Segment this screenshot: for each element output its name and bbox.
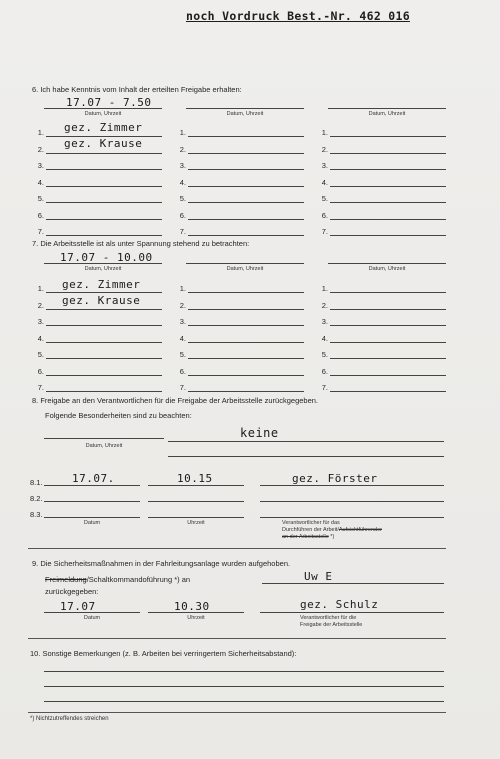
sec6-row-number: 2.	[37, 144, 44, 154]
sec8-resp-struck-a: Aufsichtführender	[338, 527, 382, 533]
sec8-r2-sign-line	[260, 501, 444, 502]
sec6-signature-line	[46, 169, 162, 170]
sec6-signature-line	[188, 235, 304, 236]
sec6-signature-line	[46, 153, 162, 154]
sec8-date: 17.07.	[72, 472, 115, 485]
sec7-signature-line	[188, 309, 304, 310]
sec6-signature-line	[330, 186, 446, 187]
sec7-row-number: 2.	[37, 300, 44, 310]
sec7-signature-line	[330, 358, 446, 359]
sec8-time: 10.15	[177, 472, 213, 485]
sec7-signature-line	[330, 391, 446, 392]
form-title: noch Vordruck Best.-Nr. 462 016	[186, 9, 410, 23]
sec7-signature-line	[330, 375, 446, 376]
sec8-r3-date-line	[44, 517, 140, 518]
sec9-time-line	[148, 612, 244, 613]
sec8-subheading: Folgende Besonderheiten sind zu beachten:	[45, 411, 192, 420]
sec6-signature-line	[188, 202, 304, 203]
sec6-row-number: 1.	[37, 128, 44, 137]
sec7-row-number: 7.	[321, 383, 328, 392]
sec7-row-number: 6.	[321, 366, 328, 376]
sec7-row-number: 5.	[37, 350, 44, 359]
sec6-row-number: 4.	[37, 177, 44, 187]
sec6-row-number: 5.	[37, 194, 44, 203]
sec6-datetime-line	[44, 108, 162, 109]
sec6-row-number: 6.	[37, 210, 44, 220]
sec7-row-number: 3.	[37, 317, 44, 326]
sec6-datetime: 17.07 - 7.50	[66, 96, 152, 109]
sec7-caption-left: Datum, Uhrzeit	[84, 266, 122, 272]
sec6-signature-line	[330, 202, 446, 203]
sec7-signature-line	[46, 309, 162, 310]
sec9-sign-line	[260, 612, 444, 613]
sec7-signature-line	[188, 342, 304, 343]
sec6-row-number: 5.	[179, 194, 186, 203]
sec8-date-line	[44, 438, 164, 439]
divider-8-9	[28, 548, 446, 549]
sec7-signature-line	[46, 325, 162, 326]
sec7-signature-line	[188, 391, 304, 392]
sec9-resp-line-1: Verantwortlicher für die	[300, 615, 357, 621]
sec6-row-number: 1.	[321, 128, 328, 137]
sec8-r3-time-line	[148, 517, 244, 518]
sec6-row-number: 7.	[179, 227, 186, 236]
sec6-signature-line	[46, 219, 162, 220]
sec6-signature-line	[188, 136, 304, 137]
sec8-r1-time-line	[148, 485, 244, 486]
sec7-row-number: 2.	[321, 300, 328, 310]
sec7-datetime-line-right	[328, 263, 446, 264]
sec6-row-number: 4.	[179, 177, 186, 187]
sec9-resp-line-2: Freigabe der Arbeitsstelle	[300, 622, 363, 628]
sec8-r1-sign-line	[260, 485, 444, 486]
sec6-signature-line	[46, 186, 162, 187]
sec7-row-number: 4.	[179, 333, 186, 343]
sec7-signature-1: gez. Zimmer	[62, 278, 141, 291]
sec7-heading: 7. Die Arbeitsstelle ist als unter Spannung stehend zu betrachten:	[32, 239, 250, 248]
sec6-row-number: 2.	[321, 144, 328, 154]
sec7-row-number: 5.	[321, 350, 328, 359]
sec9-line-3: zurückgegeben:	[45, 587, 99, 596]
sec8-r1-date-line	[44, 485, 140, 486]
sec7-row-number: 3.	[179, 317, 186, 326]
sec8-caption-date: Datum, Uhrzeit	[85, 443, 123, 449]
sec7-signature-line	[46, 358, 162, 359]
sec7-row-number: 6.	[179, 366, 186, 376]
sec6-signature-line	[46, 235, 162, 236]
sec9-date: 17.07	[60, 600, 96, 613]
sec8-r2-time-line	[148, 501, 244, 502]
divider-9-10	[28, 638, 446, 639]
sec7-signature-line	[188, 292, 304, 293]
sec8-row-label-1: 8.1.	[30, 478, 43, 487]
sec7-signature-line	[46, 342, 162, 343]
sec6-caption-left: Datum, Uhrzeit	[84, 111, 122, 117]
sec7-row-number: 1.	[37, 284, 44, 293]
sec7-signature-line	[46, 391, 162, 392]
sec6-signature-line	[330, 235, 446, 236]
sec6-row-number: 2.	[179, 144, 186, 154]
sec7-row-number: 4.	[37, 333, 44, 343]
sec7-signature-line	[188, 325, 304, 326]
sec9-heading: 9. Die Sicherheitsmaßnahmen in der Fahrleitungsanlage wurden aufgehoben.	[32, 559, 291, 568]
sec7-row-number: 2.	[179, 300, 186, 310]
sec7-datetime-line	[44, 263, 162, 264]
sec8-resp-struck-b: an der Arbeitsstelle	[282, 534, 329, 540]
sec6-signature-line	[188, 186, 304, 187]
sec6-row-number: 6.	[179, 210, 186, 220]
sec10-heading: 10. Sonstige Bemerkungen (z. B. Arbeiten bei verringertem Sicherheitsabstand):	[30, 649, 297, 658]
sec8-resp-line-2: Durchführen der Arbeit/Aufsichtführender	[282, 527, 382, 533]
sec7-row-number: 6.	[37, 366, 44, 376]
sec6-signature-line	[330, 169, 446, 170]
sec6-signature-line	[46, 136, 162, 137]
sec6-row-number: 7.	[37, 227, 44, 236]
sec7-signature-line	[330, 292, 446, 293]
sec9-time: 10.30	[174, 600, 210, 613]
sec7-signature-line	[330, 342, 446, 343]
sec8-note-line-2	[168, 456, 444, 457]
sec6-row-number: 3.	[37, 161, 44, 170]
sec9-recipient-line	[262, 583, 444, 584]
divider-footnote	[28, 712, 446, 713]
sec7-row-number: 3.	[321, 317, 328, 326]
sec10-line-3	[44, 701, 444, 702]
sec8-col-datum: Datum	[83, 520, 101, 526]
sec6-row-number: 6.	[321, 210, 328, 220]
sec7-row-number: 7.	[37, 383, 44, 392]
sec8-note-line-1	[168, 441, 444, 442]
sec8-col-uhrzeit: Uhrzeit	[187, 520, 205, 526]
sec6-caption-right: Datum, Uhrzeit	[368, 111, 406, 117]
sec10-line-1	[44, 671, 444, 672]
sec8-resp-line-1: Verantwortlicher für das	[282, 520, 340, 526]
sec7-signature-line	[188, 358, 304, 359]
sec6-signature-1: gez. Zimmer	[64, 121, 143, 134]
sec7-signature-line	[330, 325, 446, 326]
sec6-row-number: 3.	[321, 161, 328, 170]
sec7-signature-line	[330, 309, 446, 310]
sec6-signature-2: gez. Krause	[64, 137, 143, 150]
sec7-row-number: 4.	[321, 333, 328, 343]
sec7-signature-line	[188, 375, 304, 376]
sec6-heading: 6. Ich habe Kenntnis vom Inhalt der erteilten Freigabe erhalten:	[32, 85, 242, 94]
sec6-signature-line	[330, 153, 446, 154]
sec6-signature-line	[188, 219, 304, 220]
sec9-date-line	[44, 612, 140, 613]
sec7-row-number: 5.	[179, 350, 186, 359]
sec6-row-number: 3.	[179, 161, 186, 170]
sec7-datetime-line-mid	[186, 263, 304, 264]
sec6-datetime-line-mid	[186, 108, 304, 109]
sec9-line-2: Freimeldung/Schaltkommandoführung *) an	[45, 575, 191, 584]
sec6-caption-mid: Datum, Uhrzeit	[226, 111, 264, 117]
sec9-recipient: Uw E	[304, 570, 333, 583]
sec6-signature-line	[46, 202, 162, 203]
sec6-signature-line	[188, 169, 304, 170]
sec6-row-number: 5.	[321, 194, 328, 203]
sec7-caption-right: Datum, Uhrzeit	[368, 266, 406, 272]
sec8-r3-sign-line	[260, 517, 444, 518]
sec8-r2-date-line	[44, 501, 140, 502]
sec7-row-number: 1.	[179, 284, 186, 293]
sec7-caption-mid: Datum, Uhrzeit	[226, 266, 264, 272]
sec10-line-2	[44, 686, 444, 687]
sec7-signature-line	[46, 375, 162, 376]
sec8-resp-line-3: an der Arbeitsstelle *)	[282, 534, 335, 540]
sec6-row-number: 1.	[179, 128, 186, 137]
sec9-col-datum: Datum	[83, 615, 101, 621]
sec8-heading: 8. Freigabe an den Verantwortlichen für die Freigabe der Arbeitsstelle zurückgegeben.	[32, 396, 319, 405]
sec6-row-number: 7.	[321, 227, 328, 236]
sec8-note: keine	[240, 426, 279, 440]
sec6-signature-line	[188, 153, 304, 154]
sec7-signature-line	[46, 292, 162, 293]
sec8-signature: gez. Förster	[292, 472, 378, 485]
sec7-row-number: 1.	[321, 284, 328, 293]
sec7-datetime: 17.07 - 10.00	[60, 251, 153, 264]
sec7-signature-2: gez. Krause	[62, 294, 141, 307]
sec9-col-uhrzeit: Uhrzeit	[187, 615, 205, 621]
sec8-row-label-2: 8.2.	[30, 494, 43, 503]
sec9-signature: gez. Schulz	[300, 598, 379, 611]
sec8-row-label-3: 8.3.	[30, 510, 43, 519]
sec6-signature-line	[330, 136, 446, 137]
footnote: *) Nichtzutreffendes streichen	[30, 716, 109, 722]
sec6-datetime-line-right	[328, 108, 446, 109]
sec6-signature-line	[330, 219, 446, 220]
sec9-struck: Freimeldung	[45, 575, 87, 584]
sec6-row-number: 4.	[321, 177, 328, 187]
sec7-row-number: 7.	[179, 383, 186, 392]
